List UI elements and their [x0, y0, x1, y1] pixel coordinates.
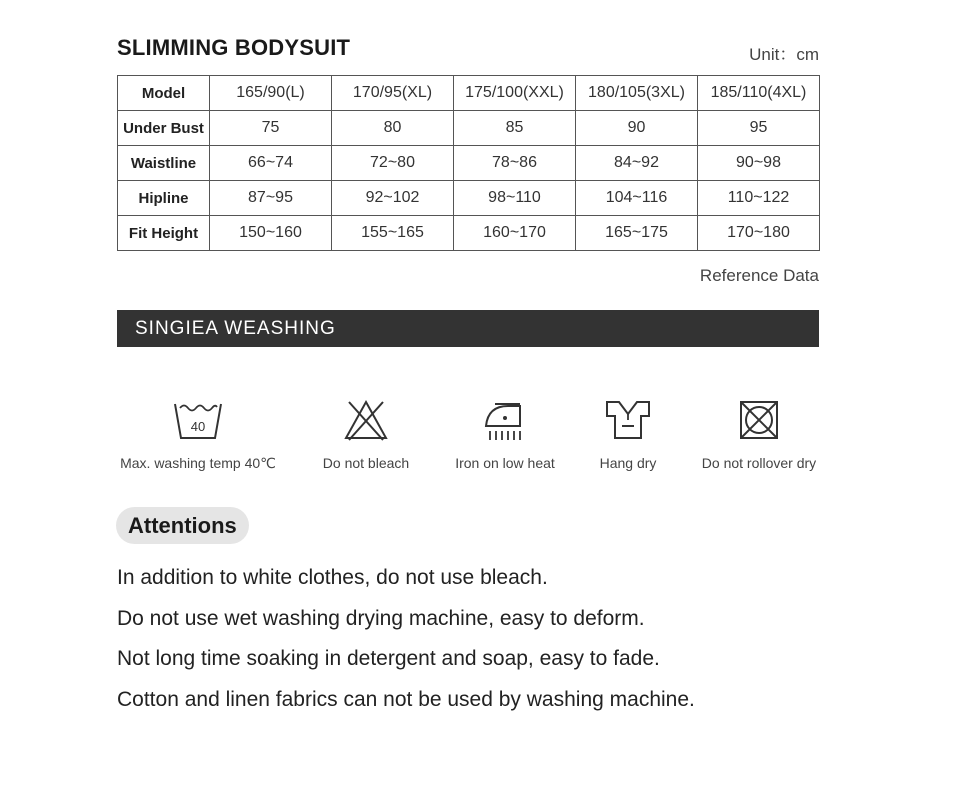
list-item: Do not use wet washing drying machine, easy to deform. — [117, 606, 645, 630]
table-cell: 110~122 — [698, 181, 820, 216]
table-cell: 165~175 — [576, 216, 698, 251]
wash-40-icon — [173, 398, 223, 442]
table-row — [118, 216, 820, 251]
washing-section-banner — [117, 310, 819, 347]
table-cell: 75 — [210, 111, 332, 146]
care-label: Do not bleach — [322, 455, 410, 471]
header-cell: 165/90(L) — [210, 76, 332, 111]
row-label: Under Bust — [118, 111, 210, 146]
list-item: In addition to white clothes, do not use bleach. — [117, 566, 548, 589]
header-cell: Model — [118, 76, 210, 111]
care-item-no-tumble — [679, 398, 839, 471]
care-label: Max. washing temp 40℃ — [120, 455, 276, 471]
table-cell: 150~160 — [210, 216, 332, 251]
row-label: Waistline — [118, 146, 210, 181]
table-cell: 92~102 — [332, 181, 454, 216]
unit-label: Unit：cm — [749, 45, 819, 64]
care-item-bleach — [286, 398, 446, 471]
table-row — [118, 181, 820, 216]
row-label: Hipline — [118, 181, 210, 216]
table-cell: 87~95 — [210, 181, 332, 216]
size-chart-table — [117, 75, 820, 251]
care-label: Iron on low heat — [455, 455, 555, 471]
header-cell: 185/110(4XL) — [698, 76, 820, 111]
table-cell: 85 — [454, 111, 576, 146]
table-cell: 98~110 — [454, 181, 576, 216]
header-cell: 180/105(3XL) — [576, 76, 698, 111]
reference-note: Reference Data — [699, 266, 819, 285]
table-cell: 80 — [332, 111, 454, 146]
table-cell: 90~98 — [698, 146, 820, 181]
row-label: Fit Height — [118, 216, 210, 251]
table-cell: 84~92 — [576, 146, 698, 181]
table-cell: 78~86 — [454, 146, 576, 181]
care-item-wash — [118, 398, 278, 472]
attentions-list — [117, 565, 695, 727]
header-cell: 170/95(XL) — [332, 76, 454, 111]
table-cell: 66~74 — [210, 146, 332, 181]
page-title: SLIMMING BODYSUIT — [117, 35, 351, 60]
wash-temp-text: 40 — [190, 419, 206, 434]
table-header-row — [118, 76, 820, 111]
iron-low-heat-icon — [480, 398, 530, 442]
care-label: Do not rollover dry — [701, 455, 817, 471]
table-cell: 95 — [698, 111, 820, 146]
list-item: Not long time soaking in detergent and soap, easy to fade. — [117, 647, 660, 670]
table-cell: 155~165 — [332, 216, 454, 251]
table-cell: 170~180 — [698, 216, 820, 251]
table-cell: 90 — [576, 111, 698, 146]
attentions-heading: Attentions — [116, 507, 249, 544]
header-cell: 175/100(XXL) — [454, 76, 576, 111]
hang-dry-icon — [603, 398, 653, 442]
table-cell: 160~170 — [454, 216, 576, 251]
no-tumble-dry-icon — [734, 398, 784, 442]
no-bleach-icon — [341, 398, 391, 442]
care-label: Hang dry — [599, 455, 657, 471]
table-cell: 72~80 — [332, 146, 454, 181]
table-row — [118, 111, 820, 146]
list-item: Cotton and linen fabrics can not be used by washing machine. — [117, 687, 695, 711]
table-row — [118, 146, 820, 181]
table-cell: 104~116 — [576, 181, 698, 216]
washing-heading: SINGIEA WEASHING — [135, 318, 336, 339]
